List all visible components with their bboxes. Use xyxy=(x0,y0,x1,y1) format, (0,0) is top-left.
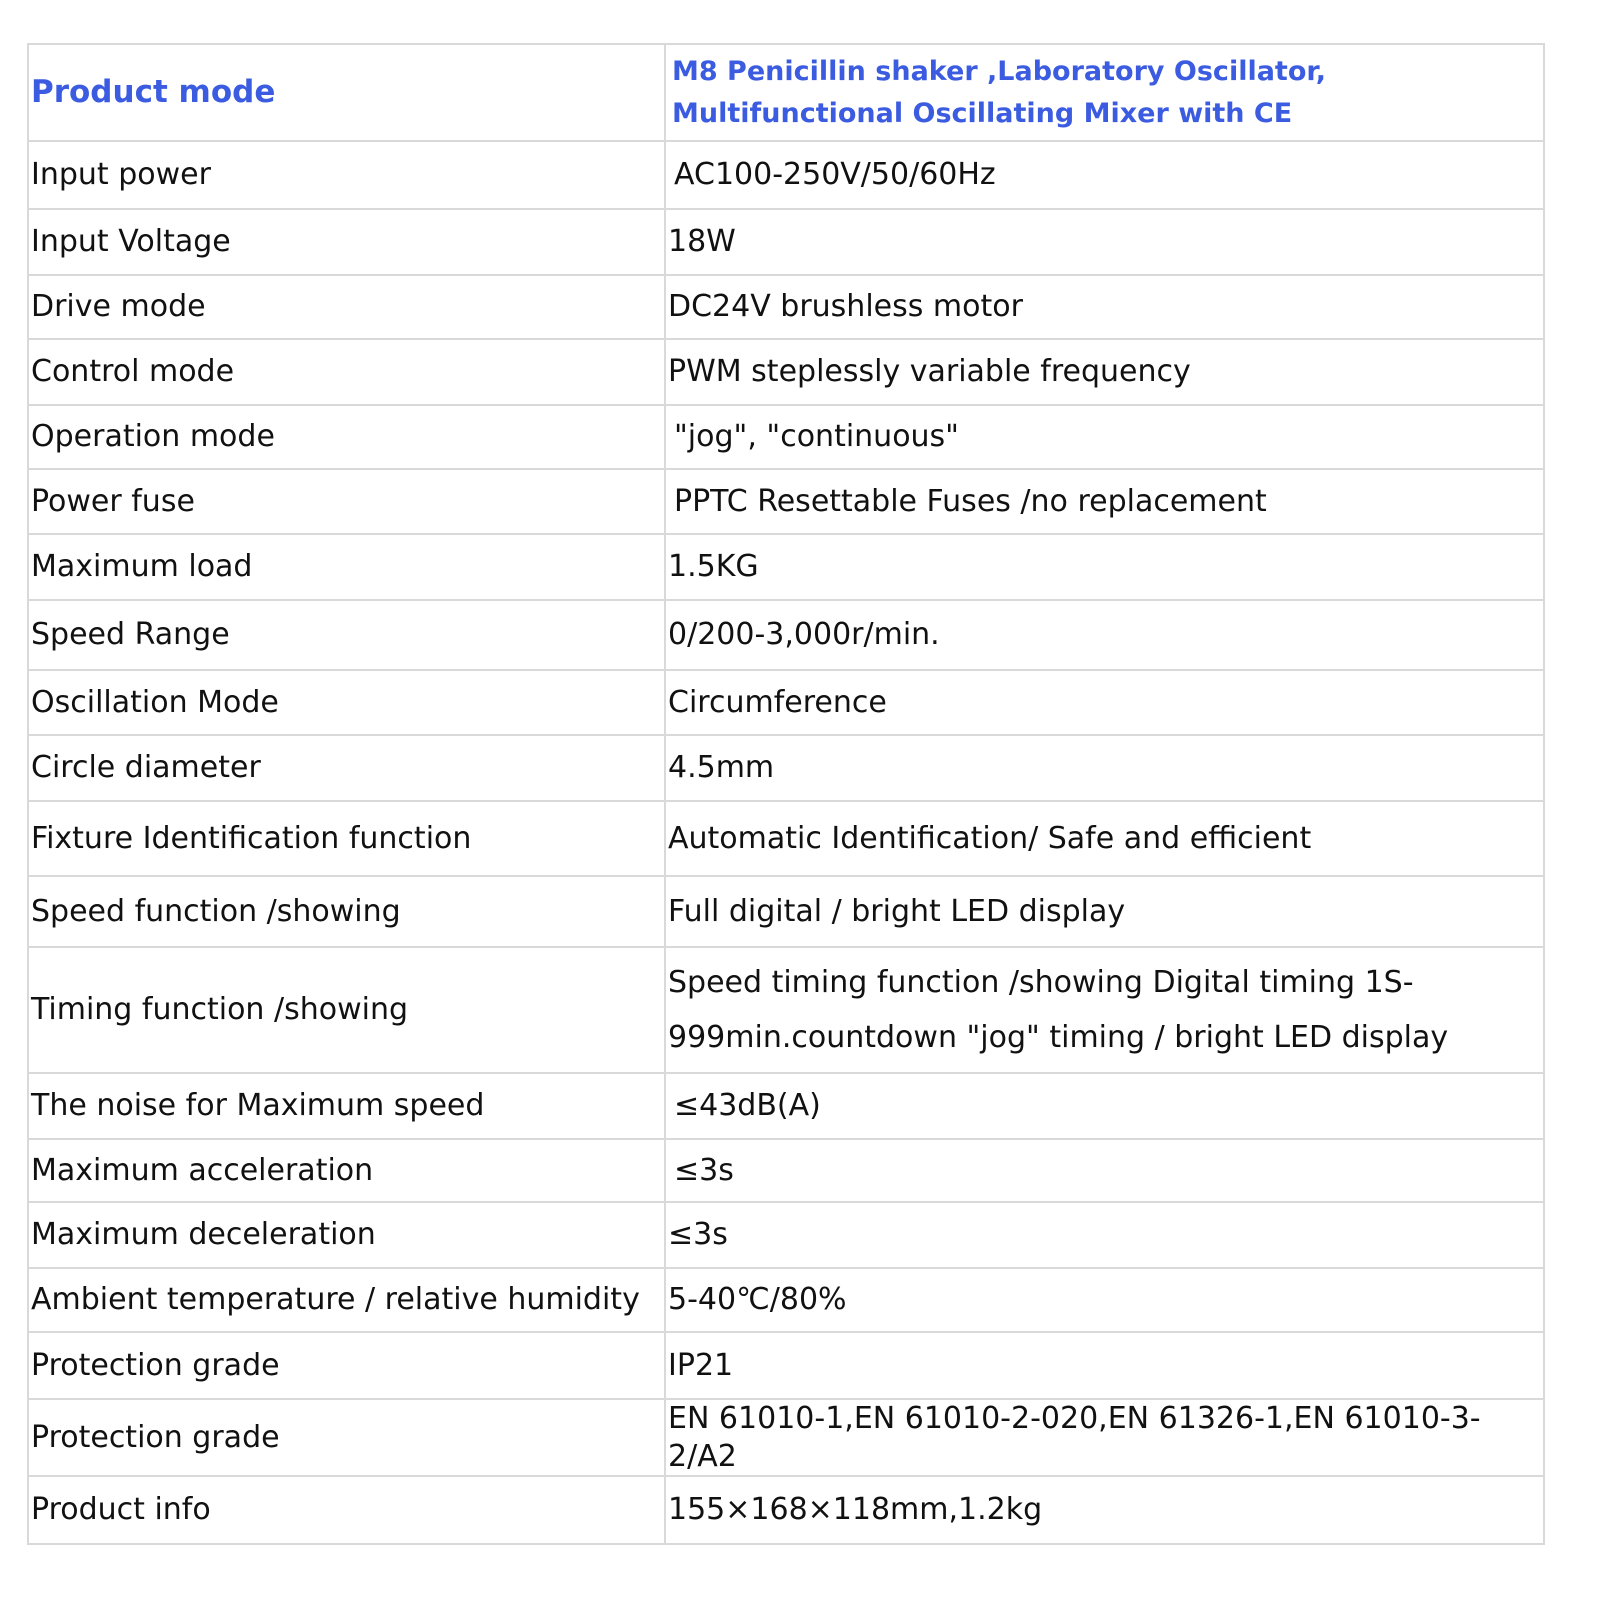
table-row xyxy=(28,801,1544,876)
row-value: PWM steplessly variable frequency xyxy=(665,339,1544,405)
row-label: Ambient temperature / relative humidity xyxy=(28,1268,665,1332)
row-value: Automatic Identification/ Safe and efficient xyxy=(665,801,1544,876)
table-row xyxy=(28,1399,1544,1476)
table-row xyxy=(28,735,1544,801)
row-label: Input power xyxy=(28,141,665,209)
row-value: ≤3s xyxy=(665,1202,1544,1268)
row-value: 18W xyxy=(665,209,1544,275)
row-label: Circle diameter xyxy=(28,735,665,801)
row-label: Timing function /showing xyxy=(28,947,665,1073)
row-label: Input Voltage xyxy=(28,209,665,275)
spec-table xyxy=(27,43,1545,1545)
table-row xyxy=(28,469,1544,534)
table-row xyxy=(28,209,1544,275)
row-label: The noise for Maximum speed xyxy=(28,1073,665,1139)
row-label: Oscillation Mode xyxy=(28,670,665,735)
row-value: ≤43dB(A) xyxy=(665,1073,1544,1139)
table-row xyxy=(28,1332,1544,1399)
table-row xyxy=(28,947,1544,1073)
table-row xyxy=(28,670,1544,735)
header-value: M8 Penicillin shaker ,Laboratory Oscillator, Multifunctional Oscillating Mixer with CE xyxy=(665,44,1544,141)
row-value: PPTC Resettable Fuses /no replacement xyxy=(665,469,1544,534)
row-label: Speed function /showing xyxy=(28,876,665,947)
row-value: 5-40℃/80% xyxy=(665,1268,1544,1332)
row-label: Speed Range xyxy=(28,600,665,670)
table-row xyxy=(28,1476,1544,1544)
row-label: Protection grade xyxy=(28,1399,665,1476)
row-value: 1.5KG xyxy=(665,534,1544,600)
table-row xyxy=(28,876,1544,947)
row-label: Product info xyxy=(28,1476,665,1544)
row-label: Control mode xyxy=(28,339,665,405)
header-label: Product mode xyxy=(28,44,665,141)
row-value: 0/200-3,000r/min. xyxy=(665,600,1544,670)
table-row xyxy=(28,339,1544,405)
row-label: Maximum acceleration xyxy=(28,1139,665,1202)
row-value: 4.5mm xyxy=(665,735,1544,801)
row-value: ≤3s xyxy=(665,1139,1544,1202)
table-row xyxy=(28,1202,1544,1268)
row-value: EN 61010-1,EN 61010-2-020,EN 61326-1,EN 61010-3-2/A2 xyxy=(665,1399,1544,1476)
row-value: "jog", "continuous" xyxy=(665,405,1544,469)
table-row xyxy=(28,534,1544,600)
row-value: 155×168×118mm,1.2kg xyxy=(665,1476,1544,1544)
row-value: Speed timing function /showing Digital timing 1S-999min.countdown "jog" timing / bright LED display xyxy=(665,947,1544,1073)
table-row xyxy=(28,44,1544,141)
row-label: Power fuse xyxy=(28,469,665,534)
row-label: Maximum load xyxy=(28,534,665,600)
row-label: Operation mode xyxy=(28,405,665,469)
row-label: Fixture Identification function xyxy=(28,801,665,876)
table-row xyxy=(28,1268,1544,1332)
table-row xyxy=(28,600,1544,670)
row-label: Protection grade xyxy=(28,1332,665,1399)
table-row xyxy=(28,275,1544,339)
row-value: AC100-250V/50/60Hz xyxy=(665,141,1544,209)
row-label: Maximum deceleration xyxy=(28,1202,665,1268)
row-value: Full digital / bright LED display xyxy=(665,876,1544,947)
table-row xyxy=(28,1139,1544,1202)
row-value: IP21 xyxy=(665,1332,1544,1399)
row-value: DC24V brushless motor xyxy=(665,275,1544,339)
row-value: Circumference xyxy=(665,670,1544,735)
table-row xyxy=(28,1073,1544,1139)
table-row xyxy=(28,141,1544,209)
row-label: Drive mode xyxy=(28,275,665,339)
table-row xyxy=(28,405,1544,469)
